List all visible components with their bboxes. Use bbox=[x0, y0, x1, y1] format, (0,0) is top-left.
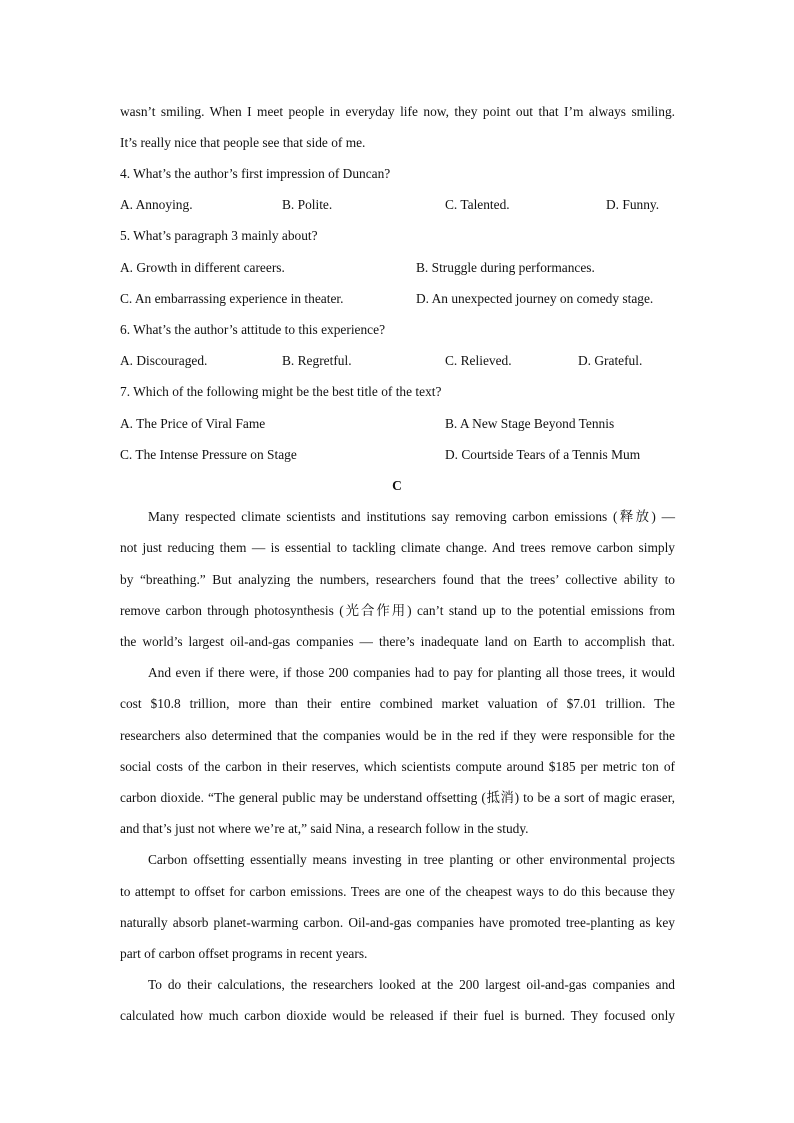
question-7-option-b: B. A New Stage Beyond Tennis bbox=[445, 416, 615, 431]
passage-line-4: remove carbon through photosynthesis (光合作用) can’t stand up to the potential emissions from bbox=[120, 603, 675, 618]
passage-line-6: And even if there were, if those 200 companies had to pay for planting all those trees, it would bbox=[148, 665, 675, 680]
section-heading: C bbox=[392, 478, 402, 493]
question-7-option-d: D. Courtside Tears of a Tennis Mum bbox=[445, 447, 641, 462]
question-4-option-a: A. Annoying. bbox=[120, 197, 193, 212]
question-4-stem: 4. What’s the author’s first impression of Duncan? bbox=[120, 166, 391, 181]
passage-line-10: carbon dioxide. “The general public may be understand offsetting (抵消) to be a sort of magic eraser, bbox=[120, 790, 675, 805]
question-4-option-d: D. Funny. bbox=[606, 197, 660, 212]
passage-line-7: cost $10.8 trillion, more than their entire combined market valuation of $7.01 trillion. The bbox=[120, 696, 675, 711]
question-5-option-d: D. An unexpected journey on comedy stage. bbox=[416, 291, 654, 306]
intro-line-2: It’s really nice that people see that side of me. bbox=[120, 135, 366, 150]
question-5-stem: 5. What’s paragraph 3 mainly about? bbox=[120, 228, 318, 243]
passage-line-2: not just reducing them — is essential to tackling climate change. And trees remove carbon simply bbox=[120, 540, 675, 555]
passage-line-15: part of carbon offset programs in recent years. bbox=[120, 946, 368, 961]
question-5-option-c: C. An embarrassing experience in theater. bbox=[120, 291, 344, 306]
intro-line-1: wasn’t smiling. When I meet people in everyday life now, they point out that I’m always smiling. bbox=[120, 104, 675, 119]
passage-line-1: Many respected climate scientists and institutions say removing carbon emissions (释放) — bbox=[148, 509, 675, 524]
question-6-option-b: B. Regretful. bbox=[282, 353, 352, 368]
passage-line-14: naturally absorb planet-warming carbon. Oil-and-gas companies have promoted tree-planting as key bbox=[120, 915, 675, 930]
question-7-stem: 7. Which of the following might be the best title of the text? bbox=[120, 384, 442, 399]
passage-line-5: the world’s largest oil-and-gas companies — there’s inadequate land on Earth to accomplish that. bbox=[120, 634, 675, 649]
question-7-option-c: C. The Intense Pressure on Stage bbox=[120, 447, 297, 462]
passage-line-12: Carbon offsetting essentially means investing in tree planting or other environmental projects bbox=[148, 852, 675, 867]
passage-line-9: social costs of the carbon in their reserves, which scientists compute around $185 per metric ton of bbox=[120, 759, 675, 774]
question-6-option-d: D. Grateful. bbox=[578, 353, 643, 368]
question-6-stem: 6. What’s the author’s attitude to this experience? bbox=[120, 322, 386, 337]
question-7-option-a: A. The Price of Viral Fame bbox=[120, 416, 266, 431]
question-5-option-b: B. Struggle during performances. bbox=[416, 260, 595, 275]
question-5-option-a: A. Growth in different careers. bbox=[120, 260, 285, 275]
question-6-option-c: C. Relieved. bbox=[445, 353, 512, 368]
passage-line-16: To do their calculations, the researchers looked at the 200 largest oil-and-gas companies and bbox=[148, 977, 675, 992]
question-4-option-b: B. Polite. bbox=[282, 197, 333, 212]
passage-line-3: by “breathing.” But analyzing the numbers, researchers found that the trees’ collective ability to bbox=[120, 572, 675, 587]
passage-line-17: calculated how much carbon dioxide would be released if their fuel is burned. They focused only bbox=[120, 1008, 675, 1023]
passage-line-13: to attempt to offset for carbon emissions. Trees are one of the cheapest ways to do this because they bbox=[120, 884, 675, 899]
passage-line-8: researchers also determined that the companies would be in the red if they were responsible for the bbox=[120, 728, 675, 743]
question-6-option-a: A. Discouraged. bbox=[120, 353, 208, 368]
question-4-option-c: C. Talented. bbox=[445, 197, 510, 212]
passage-line-11: and that’s just not where we’re at,” said Nina, a research follow in the study. bbox=[120, 821, 529, 836]
